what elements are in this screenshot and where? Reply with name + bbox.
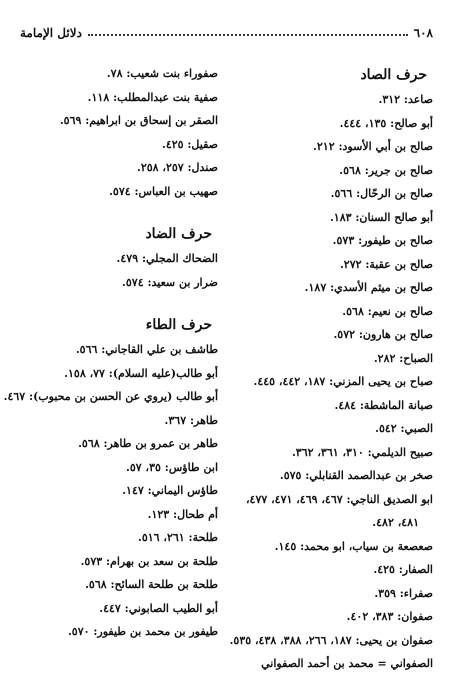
- index-entry: صفوان: ٣٨٣، ٤٠٢.: [346, 610, 433, 623]
- index-entry: صالح بن طيفور: ٥٧٣.: [332, 234, 433, 247]
- index-entry: صفوراء بنت شعيب: ٧٨.: [106, 67, 218, 80]
- index-entry: أبو الطيب الصابوني: ٤٤٧.: [99, 601, 218, 615]
- page-number: ٦٠٨: [413, 26, 433, 40]
- index-entry: أبو صالح السنان: ١٨٣.: [329, 210, 433, 224]
- index-entry: ٤٨١، ٤٨٢.: [372, 516, 419, 529]
- index-entry: أم طحال: ١٢٣.: [147, 507, 218, 521]
- index-entry: صبيح الديلمي: ٣١٠، ٣٦١، ٣٦٢.: [291, 445, 433, 459]
- index-entry: طلحة بن سعد بن بهرام: ٥٧٣.: [80, 554, 218, 568]
- index-entry: طلحة بن طلحة السائح: ٥٦٨.: [85, 578, 218, 591]
- index-entry: طلحة: ٢٦١، ٥١٦.: [138, 531, 218, 544]
- index-entry: صاعد: ٣١٢.: [378, 93, 433, 106]
- index-entry: طيفور بن محمد بن طيفور: ٥٧٠.: [67, 625, 218, 638]
- index-entry: صالح بن هارون: ٥٧٢.: [333, 328, 433, 341]
- index-entry: صالح بن ميثم الأسدي: ١٨٧.: [304, 281, 433, 294]
- index-entry: الصفار: ٤٢٥.: [373, 563, 433, 576]
- index-entry: الصفواني = محمد بن أحمد الصفواني: [261, 657, 433, 670]
- entries-dad: [13, 247, 218, 294]
- entries-sad: [228, 88, 433, 676]
- section-title-dad: حرف الضاد: [145, 226, 212, 242]
- index-entry: صباح بن يحيى المزني: ١٨٧، ٤٤٢، ٤٤٥.: [253, 375, 433, 388]
- index-entry: طاشف بن علي القاجاني: ٥٦٦.: [75, 343, 218, 356]
- index-entry: الضحاك المجلي: ٤٧٩.: [116, 252, 218, 265]
- index-entry: الصقر بن إسحاق بن ابراهيم: ٥٦٩.: [59, 114, 218, 127]
- header-dot-leader: [88, 34, 408, 36]
- index-entry: صالح بن نعيم: ٥٦٨.: [342, 304, 433, 318]
- section-title-ta: حرف الطاء: [145, 317, 212, 333]
- index-entry: صقيل: ٤٢٥.: [161, 137, 218, 151]
- index-entry: ابن طاؤس: ٣٥، ٥٧.: [126, 460, 218, 474]
- index-entry: طاؤس اليماني: ١٤٧.: [122, 484, 218, 497]
- entries-sad-continued: [13, 62, 218, 203]
- index-entry: صالح بن جرير: ٥٦٨.: [339, 163, 433, 177]
- index-entry: ابو الصديق الناجي: ٤٦٧، ٤٦٩، ٤٧١، ٤٧٧،: [245, 492, 433, 506]
- entries-ta: [3, 338, 218, 644]
- index-entry: الصبي: ٥٤٢.: [375, 422, 433, 435]
- index-entry: صهيب بن العباس: ٥٧٤.: [109, 184, 218, 198]
- index-entry: طاهر: ٣٦٧.: [164, 413, 218, 427]
- index-entry: أبو صالح: ١٣٥، ٤٤٤.: [339, 116, 433, 130]
- index-entry: أبو طالب (يروي عن الحسن بن محبوب): ٤٦٧.: [3, 390, 218, 403]
- index-entry: صالح بن الرحّال: ٥٦٦.: [330, 187, 433, 200]
- section-title-sad: حرف الصاد: [360, 67, 427, 83]
- page-header: [20, 23, 433, 43]
- index-entry: صندل: ٢٥٧، ٢٥٨.: [136, 161, 218, 174]
- index-entry: صالح بن أبي الأسود: ٢١٢.: [313, 140, 433, 153]
- index-column-right: [228, 62, 433, 676]
- book-title: دلائل الإمامة: [20, 26, 82, 40]
- index-entry: صخر بن عبدالصمد القنابلي: ٥٧٥.: [279, 469, 433, 482]
- index-entry: صعصعة بن سياب، ابو محمد: ١٤٥.: [274, 539, 433, 553]
- index-entry: طاهر بن عمرو بن طاهر: ٥٦٨.: [78, 437, 218, 450]
- index-entry: صفية بنت عبدالمطلب: ١١٨.: [87, 90, 218, 104]
- index-entry: ضرار بن سعيد: ٥٧٤.: [122, 275, 218, 289]
- index-entry: أبو طالب(عليه السلام): ٧٧، ١٥٨.: [64, 366, 218, 380]
- index-entry: صفراء: ٣٥٩.: [374, 586, 433, 600]
- index-entry: صالح بن عقبة: ٢٧٢.: [339, 257, 433, 271]
- index-entry: صفوان بن يحيى: ١٨٧، ٢٦٦، ٣٨٨، ٤٣٨، ٥٣٥.: [229, 633, 433, 647]
- index-entry: الصباح: ٢٨٢.: [373, 351, 433, 365]
- index-column-left: [3, 62, 218, 644]
- index-entry: صبانة الماشطة: ٤٨٤.: [334, 398, 433, 412]
